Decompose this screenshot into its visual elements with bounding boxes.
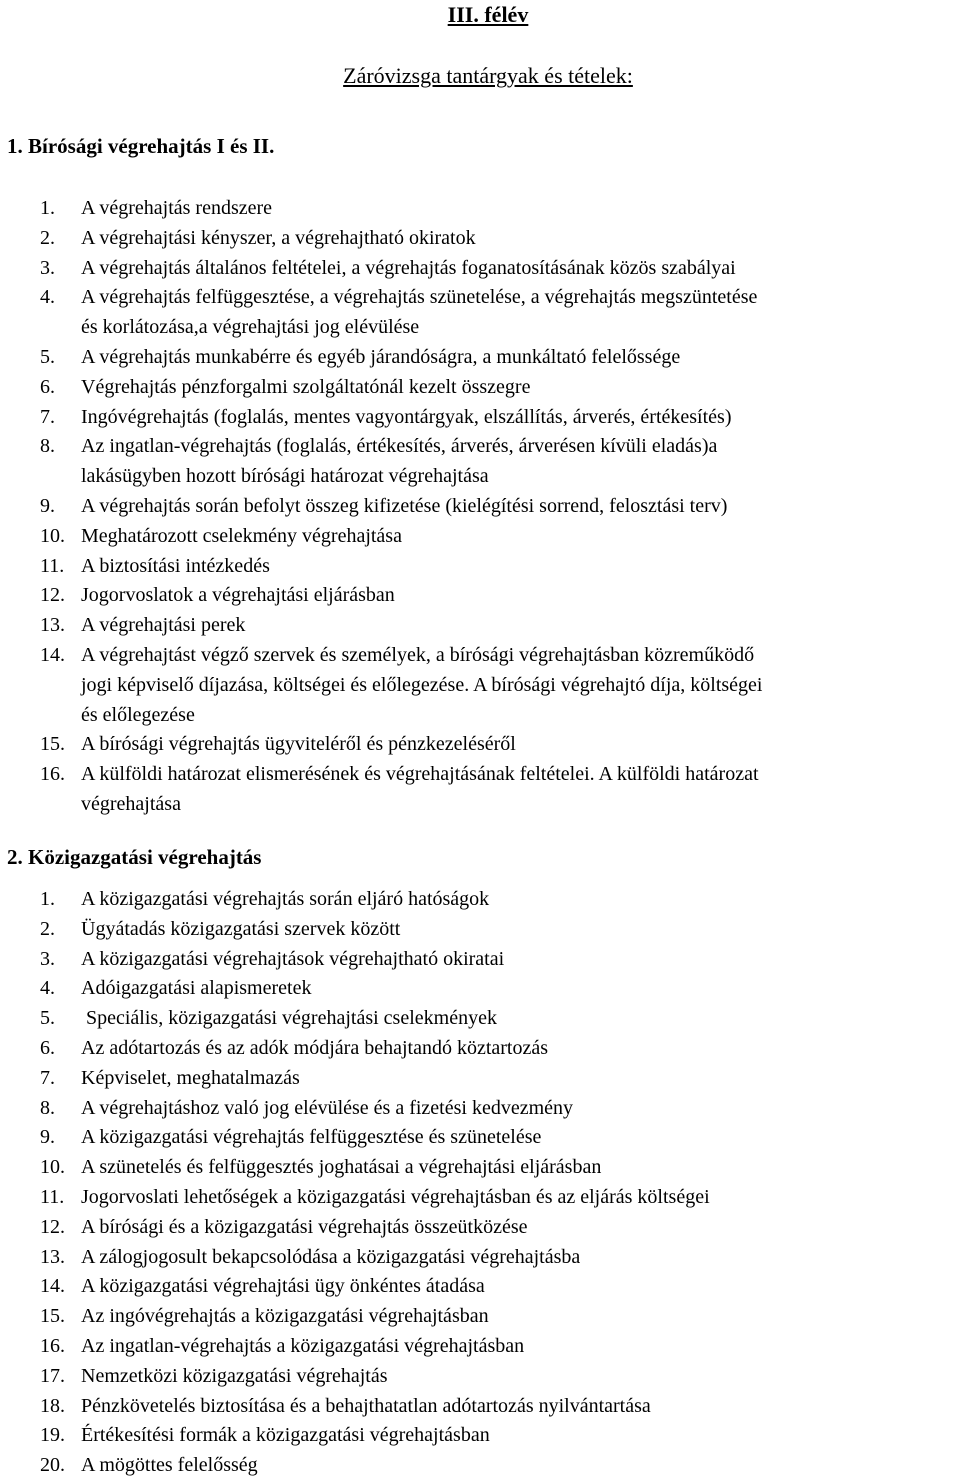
list-item (0, 552, 762, 582)
item-text-line: A végrehajtás munkabérre és egyéb járandóságra, a munkáltató felelőssége (81, 345, 681, 368)
item-number: 14. (40, 1275, 65, 1298)
item-text-line: A bírósági végrehajtás ügyviteléről és pénzkezeléséről (81, 733, 516, 756)
item-number: 16. (40, 1334, 65, 1357)
item-text-line: jogi képviselő díjazása, költségei és előlegezése. A bírósági végrehajtó díja, költségei (81, 673, 763, 696)
item-text-line: A végrehajtás során befolyt összeg kifizetése (kielégítési sorrend, felosztási terv) (81, 494, 728, 517)
list-item (0, 1272, 710, 1302)
list-item (0, 492, 762, 522)
item-number: 12. (40, 1215, 65, 1238)
list-item (0, 1034, 710, 1064)
item-text-line: A közigazgatási végrehajtás felfüggesztése és szünetelése (81, 1126, 542, 1149)
item-number: 4. (40, 286, 55, 309)
item-number: 9. (40, 1126, 55, 1149)
item-text-line: A bírósági és a közigazgatási végrehajtás összeütközése (81, 1215, 528, 1238)
item-text-line: lakásügyben hozott bírósági határozat végrehajtása (81, 465, 489, 488)
list-item (0, 1302, 710, 1332)
list-item (0, 1451, 710, 1481)
item-number: 16. (40, 763, 65, 786)
list-item (0, 1064, 710, 1094)
list-item (0, 1392, 710, 1422)
item-text-line: Meghatározott cselekmény végrehajtása (81, 524, 402, 547)
section-heading-2: 2. Közigazgatási végrehajtás (7, 845, 262, 869)
item-text-line: Jogorvoslati lehetőségek a közigazgatási végrehajtásban és az eljárás költségei (81, 1185, 710, 1208)
item-text-line: Végrehajtás pénzforgalmi szolgáltatónál kezelt összegre (81, 375, 531, 398)
item-text-line: A szünetelés és felfüggesztés joghatásai a végrehajtási eljárásban (81, 1156, 602, 1179)
item-text-line: Pénzkövetelés biztosítása és a behajthatatlan adótartozás nyilvántartása (81, 1394, 651, 1417)
list-item (0, 1123, 710, 1153)
item-text-line: Ügyátadás közigazgatási szervek között (81, 917, 401, 940)
item-text-line: A zálogjogosult bekapcsolódása a közigazgatási végrehajtásba (81, 1245, 581, 1268)
semester-title: III. félév (447, 2, 529, 27)
list-item (0, 432, 762, 492)
item-text-line: A végrehajtáshoz való jog elévülése és a fizetési kedvezmény (81, 1096, 574, 1119)
item-number: 20. (40, 1454, 65, 1477)
item-number: 6. (40, 375, 55, 398)
item-text-line: Jogorvoslatok a végrehajtási eljárásban (81, 584, 395, 607)
item-number: 3. (40, 947, 55, 970)
list-item (0, 1332, 710, 1362)
item-number: 14. (40, 643, 65, 666)
list-item (0, 1421, 710, 1451)
list-item (0, 283, 762, 343)
item-number: 15. (40, 1305, 65, 1328)
item-number: 10. (40, 1156, 65, 1179)
item-number: 3. (40, 256, 55, 279)
list-item (0, 974, 710, 1004)
list-item (0, 1243, 710, 1273)
list-item (0, 224, 762, 254)
item-number: 4. (40, 977, 55, 1000)
exam-subtitle: Záróvizsga tantárgyak és tételek: (343, 63, 633, 88)
item-text-line: Ingóvégrehajtás (foglalás, mentes vagyontárgyak, elszállítás, árverés, értékesítés) (81, 405, 732, 428)
item-text-line: végrehajtása (81, 792, 181, 815)
topic-list-1 (0, 194, 762, 820)
item-text-line: és korlátozása,a végrehajtási jog elévülése (81, 316, 420, 339)
item-number: 7. (40, 1066, 55, 1089)
item-number: 6. (40, 1036, 55, 1059)
list-item (0, 403, 762, 433)
item-text-line: Az ingatlan-végrehajtás (foglalás, értékesítés, árverés, árverésen kívüli eladás)a (81, 435, 718, 458)
item-text-line: A közigazgatási végrehajtások végrehajtható okiratai (81, 947, 505, 970)
item-number: 11. (40, 1185, 65, 1208)
list-item (0, 343, 762, 373)
list-item (0, 1153, 710, 1183)
item-number: 8. (40, 1096, 55, 1119)
item-number: 18. (40, 1394, 65, 1417)
item-number: 15. (40, 733, 65, 756)
list-item (0, 373, 762, 403)
item-number: 10. (40, 524, 65, 547)
item-text-line: A közigazgatási végrehajtási ügy önkéntes átadása (81, 1275, 485, 1298)
item-text-line: A végrehajtás felfüggesztése, a végrehajtás szünetelése, a végrehajtás megszüntetése (81, 286, 758, 309)
list-item (0, 1362, 710, 1392)
item-text-line: Az ingatlan-végrehajtás a közigazgatási végrehajtásban (81, 1334, 525, 1357)
item-number: 17. (40, 1364, 65, 1387)
list-item (0, 1004, 710, 1034)
item-text-line: Speciális, közigazgatási végrehajtási cselekmények (81, 1007, 497, 1030)
item-number: 19. (40, 1424, 65, 1447)
item-number: 1. (40, 197, 55, 219)
list-item (0, 885, 710, 915)
item-number: 2. (40, 226, 55, 249)
item-text-line: Az ingóvégrehajtás a közigazgatási végrehajtásban (81, 1305, 489, 1328)
list-item (0, 522, 762, 552)
list-item (0, 194, 762, 224)
item-number: 11. (40, 554, 65, 577)
section-heading-1: 1. Bírósági végrehajtás I és II. (7, 134, 275, 158)
item-number: 5. (40, 345, 55, 368)
item-number: 8. (40, 435, 55, 458)
list-item (0, 915, 710, 945)
item-number: 1. (40, 888, 55, 910)
item-text-line: A végrehajtás általános feltételei, a végrehajtás foganatosításának közös szabályai (81, 256, 736, 279)
list-item (0, 641, 762, 730)
list-item (0, 760, 762, 820)
list-item (0, 945, 710, 975)
item-text-line: Nemzetközi közigazgatási végrehajtás (81, 1364, 388, 1387)
list-item (0, 254, 762, 284)
item-number: 5. (40, 1007, 55, 1030)
item-number: 9. (40, 494, 55, 517)
item-number: 7. (40, 405, 55, 428)
list-item (0, 730, 762, 760)
item-number: 13. (40, 1245, 65, 1268)
list-item (0, 1094, 710, 1124)
item-text-line: Adóigazgatási alapismeretek (81, 977, 312, 1000)
item-number: 13. (40, 614, 65, 637)
list-item (0, 1213, 710, 1243)
item-text-line: Értékesítési formák a közigazgatási végrehajtásban (81, 1424, 490, 1447)
item-text-line: A végrehajtás rendszere (81, 197, 273, 219)
item-number: 12. (40, 584, 65, 607)
list-item (0, 611, 762, 641)
list-item (0, 581, 762, 611)
item-text-line: A végrehajtási perek (81, 614, 246, 637)
item-number: 2. (40, 917, 55, 940)
item-text-line: A közigazgatási végrehajtás során eljáró hatóságok (81, 888, 490, 910)
item-text-line: Képviselet, meghatalmazás (81, 1066, 300, 1089)
item-text-line: Az adótartozás és az adók módjára behajtandó köztartozás (81, 1036, 549, 1059)
item-text-line: A végrehajtási kényszer, a végrehajtható okiratok (81, 226, 476, 249)
item-text-line: A biztosítási intézkedés (81, 554, 270, 577)
item-text-line: és előlegezése (81, 703, 195, 726)
item-text-line: A végrehajtást végző szervek és személyek, a bírósági végrehajtásban közreműködő (81, 643, 755, 666)
item-text-line: A külföldi határozat elismerésének és végrehajtásának feltételei. A külföldi határozat (81, 763, 759, 786)
list-item (0, 1183, 710, 1213)
item-text-line: A mögöttes felelősség (81, 1454, 258, 1477)
topic-list-2 (0, 885, 710, 1481)
